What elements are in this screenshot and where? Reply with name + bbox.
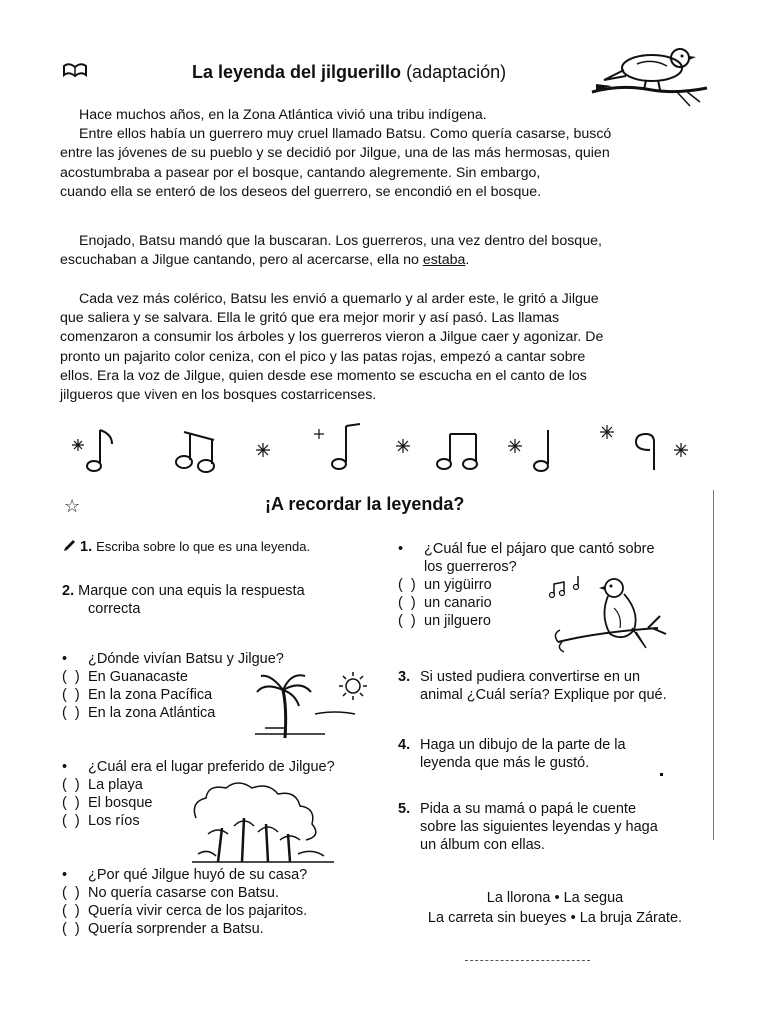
question-text: ¿Dónde vivían Batsu y Jilgue? <box>88 651 284 667</box>
story-line: entre las jóvenes de su pueblo y se decidió por Jilgue, una de las más hermosas, quien <box>60 145 610 162</box>
story-line: Enojado, Batsu mandó que la buscaran. Los guerreros, una vez dentro del bosque, <box>79 233 602 249</box>
answer-option[interactable] <box>62 902 392 920</box>
story-line: Entre ellos había un guerrero muy cruel llamado Batsu. Como quería casarse, buscó <box>79 126 612 143</box>
question-text: Marque con una equis la respuesta <box>78 583 305 599</box>
question-text: Escriba sobre lo que es una leyenda. <box>96 539 311 554</box>
vertical-divider <box>713 490 714 840</box>
forest-trees-icon <box>188 778 338 864</box>
option-label: En la zona Atlántica <box>88 705 216 721</box>
story-text: . <box>465 252 470 269</box>
option-label: Los ríos <box>88 813 140 829</box>
title-row <box>62 56 712 106</box>
section-title: ¡A recordar la leyenda? <box>265 494 465 514</box>
question-number: 2. <box>62 583 75 599</box>
option-label: Quería sorprender a Batsu. <box>88 921 264 937</box>
story-line: ellos. Era la voz de Jilgue, quien desde ese momento se escucha en el canto de los <box>60 367 587 384</box>
checkbox[interactable]: ( ) <box>62 669 80 685</box>
music-note-icon <box>636 434 654 470</box>
story-text: escuchaban a Jilgue cantando, pero al acercarse, ella no <box>60 252 423 269</box>
open-book-icon <box>62 62 88 78</box>
question-text: Pida a su mamá o papá le cuente <box>420 801 637 817</box>
star-icon: ☆ <box>64 496 81 516</box>
checkbox[interactable]: ( ) <box>62 795 80 811</box>
underlined-word: estaba <box>422 252 466 269</box>
checkbox[interactable]: ( ) <box>62 687 80 703</box>
checkbox[interactable]: ( ) <box>62 777 80 793</box>
left-column <box>62 538 372 556</box>
title-suffix: (adaptación) <box>401 62 507 82</box>
story-paragraph-3 <box>60 290 710 405</box>
question-text: animal ¿Cuál sería? Explique por qué. <box>420 687 667 703</box>
question-number: 5. <box>398 801 411 817</box>
question-number: 1. <box>80 539 93 555</box>
music-notes-decoration <box>60 420 710 480</box>
sparkle-icon <box>314 429 324 439</box>
story-line: pronto un pajarito color ceniza, con el pico y las patas rojas, empezó a cantar sobre <box>60 348 586 365</box>
question-text: los guerreros? <box>424 559 517 575</box>
question-why-fled <box>62 866 392 938</box>
pencil-icon <box>62 538 76 552</box>
story-line: Hace muchos años, en la Zona Atlántica vivió una tribu indígena. <box>79 107 487 123</box>
sparkle-icon <box>674 443 688 457</box>
checkbox[interactable]: ( ) <box>62 921 80 937</box>
sparkle-icon <box>396 439 410 453</box>
double-note-icon <box>184 432 214 464</box>
checkbox[interactable]: ( ) <box>398 613 416 629</box>
question-text: un álbum con ellas. <box>420 837 545 853</box>
question-5 <box>398 800 708 854</box>
option-label: En Guanacaste <box>88 669 188 685</box>
story-line: cuando ella se enteró de los deseos del guerrero, se encondió en el bosque. <box>60 183 542 200</box>
option-label: El bosque <box>88 795 153 811</box>
double-note-icon <box>450 434 476 462</box>
question-text: ¿Por qué Jilgue huyó de su casa? <box>88 867 308 883</box>
story-line: que saliera y se salvara. Ella le gritó que era mejor morir y así pasó. Las llamas <box>60 310 560 327</box>
bird-on-branch-icon <box>582 44 712 114</box>
option-label: La playa <box>88 777 143 793</box>
legends-list <box>385 888 725 928</box>
bullet: • <box>398 541 404 557</box>
sparkle-icon <box>72 439 84 451</box>
palm-tree-beach-icon <box>255 668 385 740</box>
checkbox[interactable]: ( ) <box>62 903 80 919</box>
option-label: Quería vivir cerca de los pajaritos. <box>88 903 308 919</box>
legends-line-1: La llorona • La segua <box>486 890 624 906</box>
story-line: jilgueros que viven en los bosques costarricenses. <box>60 387 377 404</box>
checkbox[interactable]: ( ) <box>62 885 80 901</box>
story-paragraph-1 <box>60 106 710 202</box>
story-line: comenzaron a consumir los árboles y los guerreros vieron a Jilgue caer y agonizar. De <box>60 329 604 346</box>
sparkle-icon <box>508 439 522 453</box>
answer-option[interactable] <box>62 920 392 938</box>
checkbox[interactable]: ( ) <box>398 577 416 593</box>
story-paragraph-2 <box>60 232 710 270</box>
story-line <box>60 251 710 270</box>
question-text: ¿Cuál fue el pájaro que cantó sobre <box>424 541 655 557</box>
ink-dot <box>660 773 663 776</box>
question-text: Si usted pudiera convertirse en un <box>420 669 641 685</box>
question-number: 3. <box>398 669 411 685</box>
singing-bird-icon <box>548 572 674 656</box>
option-label: En la zona Pacífica <box>88 687 213 703</box>
question-text: leyenda que más le gustó. <box>420 755 590 771</box>
question-3 <box>398 668 708 704</box>
title-main: La leyenda del jilguerillo <box>192 62 402 82</box>
option-label: un jilguero <box>424 613 491 629</box>
question-number: 4. <box>398 737 411 753</box>
bullet: • <box>62 651 68 667</box>
option-label: un canario <box>424 595 492 611</box>
footer-rule <box>465 960 590 961</box>
option-label: No quería casarse con Batsu. <box>88 885 280 901</box>
answer-option[interactable] <box>62 884 392 902</box>
checkbox[interactable]: ( ) <box>398 595 416 611</box>
story-line: Cada vez más colérico, Batsu les envió a quemarlo y al arder este, le gritó a Jilgue <box>79 291 599 307</box>
option-label: un yigüirro <box>424 577 492 593</box>
question-4 <box>398 736 708 772</box>
legends-line-2: La carreta sin bueyes • La bruja Zárate. <box>427 910 683 926</box>
page-title <box>192 62 506 83</box>
question-text: Haga un dibujo de la parte de la <box>420 737 626 753</box>
question-1 <box>62 538 372 556</box>
question-text: sobre las siguientes leyendas y haga <box>420 819 658 835</box>
question-text: ¿Cuál era el lugar preferido de Jilgue? <box>88 759 335 775</box>
story-line: acostumbraba a pasear por el bosque, cantando alegremente. Sin embargo, <box>60 164 541 181</box>
sparkle-icon <box>600 425 614 439</box>
sparkle-icon <box>256 443 270 457</box>
music-note-icon <box>100 430 112 464</box>
bullet: • <box>62 759 68 775</box>
question-2 <box>62 582 372 618</box>
music-note-icon <box>346 424 360 462</box>
checkbox[interactable]: ( ) <box>62 705 80 721</box>
bullet: • <box>62 867 68 883</box>
checkbox[interactable]: ( ) <box>62 813 80 829</box>
question-text: correcta <box>88 601 141 617</box>
